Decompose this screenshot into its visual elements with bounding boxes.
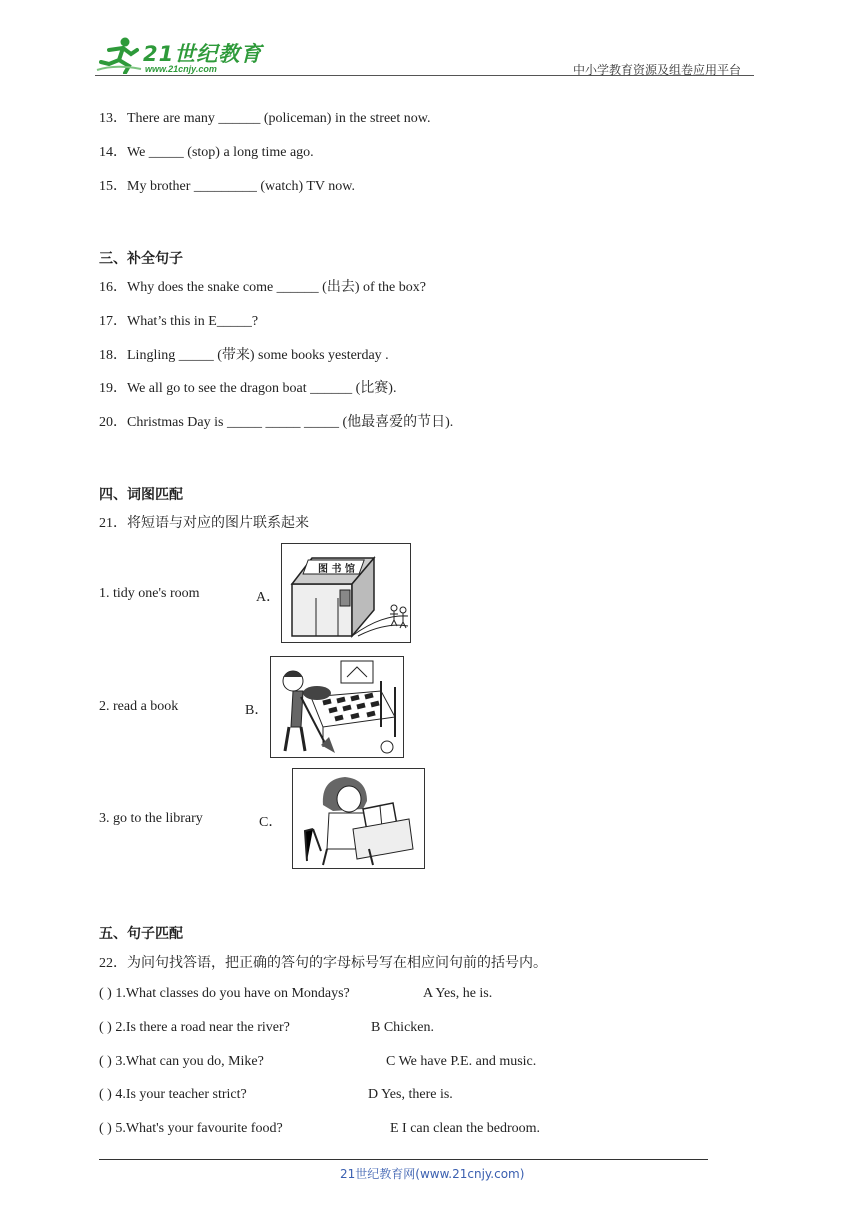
logo-text: 21世纪教育: [143, 42, 263, 66]
question-20: 20．Christmas Day is _____ _____ _____ (他最喜爱的节日).: [99, 415, 454, 430]
question-17: 17．What’s this in E_____?: [99, 314, 259, 329]
logo-url: www.21cnjy.com: [145, 64, 217, 74]
section-4-title: 四、词图匹配: [99, 487, 183, 503]
question-22-instruction: 22．为问句找答语，把正确的答句的字母标号写在相应问句前的括号内。: [99, 956, 547, 971]
question-21-instruction: 21．将短语与对应的图片联系起来: [99, 516, 309, 531]
match-question-5: ( ) 5.What's your favourite food?: [99, 1121, 283, 1136]
question-16: 16．Why does the snake come ______ (出去) of the box?: [99, 280, 426, 295]
footer-divider: [99, 1159, 708, 1160]
footer-link[interactable]: 21世纪教育网(www.21cnjy.com): [340, 1167, 525, 1181]
question-13: 13．There are many ______ (policeman) in the street now.: [99, 111, 431, 126]
match-answer-e: E I can clean the bedroom.: [390, 1121, 541, 1136]
header-divider: [95, 75, 754, 76]
tidy-room-picture: [270, 656, 404, 758]
question-15: 15．My brother _________ (watch) TV now.: [99, 179, 355, 194]
reading-drawing: [293, 769, 424, 868]
letter-c: C．: [259, 815, 283, 830]
phrase-1: 1. tidy one's room: [99, 586, 200, 601]
match-answer-a: A Yes, he is.: [423, 986, 493, 1001]
runner-logo-icon: [95, 36, 143, 74]
letter-a: A．: [256, 590, 281, 605]
phrase-2: 2. read a book: [99, 699, 179, 714]
header-logo: [95, 36, 263, 76]
letter-b: B．: [245, 703, 269, 718]
match-question-1: ( ) 1.What classes do you have on Mondays?: [99, 986, 350, 1001]
reading-picture: [292, 768, 425, 869]
section-5-title: 五、句子匹配: [99, 926, 183, 942]
tidy-room-drawing: [271, 657, 403, 757]
library-sign: 图 书 馆: [318, 564, 355, 575]
question-19: 19．We all go to see the dragon boat ______ (比赛).: [99, 381, 397, 396]
library-picture: [281, 543, 411, 643]
phrase-3: 3. go to the library: [99, 811, 203, 826]
match-answer-b: B Chicken.: [371, 1020, 434, 1035]
question-14: 14．We _____ (stop) a long time ago.: [99, 145, 314, 160]
match-answer-c: C We have P.E. and music.: [386, 1054, 537, 1069]
question-18: 18．Lingling _____ (带来) some books yesterday .: [99, 348, 389, 363]
platform-title: 中小学教育资源及组卷应用平台: [573, 63, 742, 77]
match-question-3: ( ) 3.What can you do, Mike?: [99, 1054, 264, 1069]
match-answer-d: D Yes, there is.: [368, 1087, 453, 1102]
match-question-4: ( ) 4.Is your teacher strict?: [99, 1087, 247, 1102]
match-question-2: ( ) 2.Is there a road near the river?: [99, 1020, 290, 1035]
section-3-title: 三、补全句子: [99, 251, 183, 267]
